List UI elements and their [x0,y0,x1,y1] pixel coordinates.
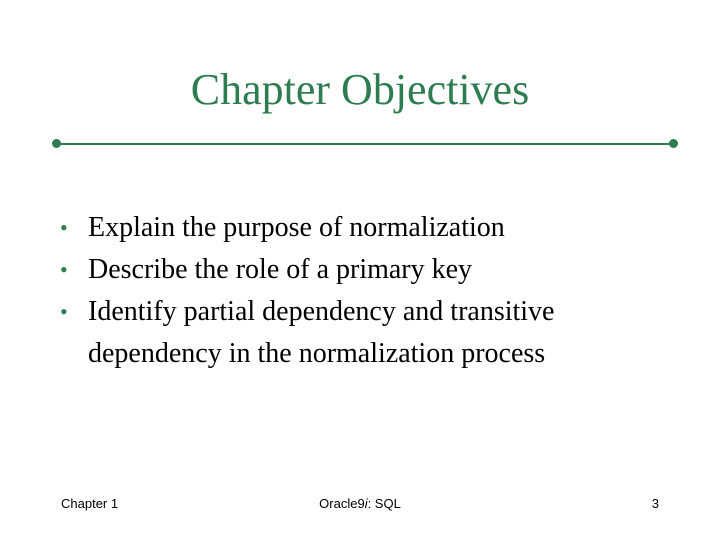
bullet-icon: • [60,215,68,240]
bullet-text: Identify partial dependency and transitive dependency in the normalization process [88,296,555,369]
bullet-item [58,207,678,249]
bullet-text: Describe the role of a primary key [88,254,473,285]
slide-title: Chapter Objectives [190,65,530,114]
footer-course-suffix: : SQL [367,496,401,511]
title-divider-rule [57,143,674,145]
rule-right-dot [669,139,678,148]
bullet-text: Explain the purpose of normalization [88,212,505,243]
bullet-icon: • [60,299,68,324]
footer-page-number: 3 [651,496,659,511]
bullet-icon: • [60,257,68,282]
footer-chapter: Chapter 1 [61,496,119,511]
bullet-list [58,207,678,375]
footer-course-italic: i [364,496,368,511]
footer-course [0,496,720,512]
bullet-item [58,249,678,291]
footer-course-prefix: Oracle9 [319,496,365,511]
bullet-item [58,291,678,375]
